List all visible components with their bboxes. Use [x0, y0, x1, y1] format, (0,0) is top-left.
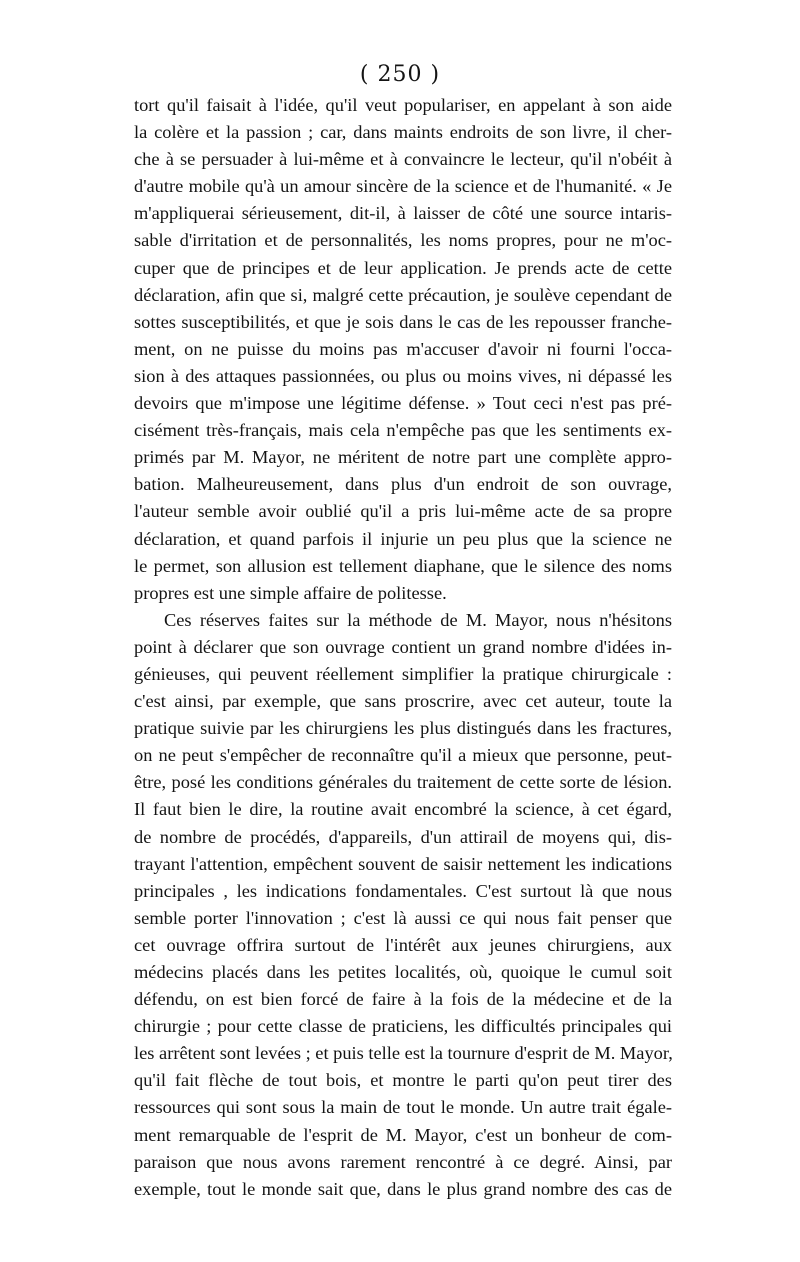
text-line: exemple, tout le monde sait que, dans le plus grand nombre des cas de [134, 1178, 672, 1199]
text-line: tort qu'il faisait à l'idée, qu'il veut populariser, en appelant à son aide [134, 95, 672, 115]
text-line: primés par M. Mayor, ne méritent de notre part une complète appro- [134, 447, 672, 468]
text-line: pratique suivie par les chirurgiens les plus distingués dans les fractures, [134, 718, 672, 739]
text-line: principales , les indications fondamentales. C'est surtout là que nous [134, 880, 672, 901]
text-line: sion à des attaques passionnées, ou plus ou moins vives, ni dépassé les [134, 365, 672, 386]
paragraph [134, 607, 672, 1203]
text-line: les arrêtent sont levées ; et puis telle est la tournure d'esprit de M. Mayor, [134, 1043, 673, 1064]
text-line: c'est ainsi, par exemple, que sans proscrire, avec cet auteur, toute la [134, 691, 672, 712]
text-line: le permet, son allusion est tellement diaphane, que le silence des noms [134, 555, 672, 576]
text-line: propres est une simple affaire de politesse. [134, 582, 447, 603]
text-line: de nombre de procédés, d'appareils, d'un attirail de moyens qui, dis- [134, 826, 672, 847]
text-line: déclaration, afin que si, malgré cette précaution, je soulève cependant de [134, 284, 672, 305]
text-line: semble porter l'innovation ; c'est là aussi ce qui nous fait penser que [134, 907, 672, 928]
text-line: d'autre mobile qu'à un amour sincère de la science et de l'humanité. « Je [134, 176, 672, 197]
text-line: Il faut bien le dire, la routine avait encombré la science, à cet égard, [134, 799, 672, 820]
text-line: on ne peut s'empêcher de reconnaître qu'il a mieux que personne, peut- [134, 745, 672, 766]
text-line: chirurgie ; pour cette classe de praticiens, les difficultés principales qui [134, 1016, 672, 1037]
text-line: devoirs que m'impose une légitime défense. » Tout ceci n'est pas pré- [134, 393, 672, 414]
text-line: cuper que de principes et de leur application. Je prends acte de cette [134, 257, 672, 278]
text-line: m'appliquerai sérieusement, dit-il, à laisser de côté une source intaris- [134, 203, 672, 224]
text-line: che à se persuader à lui-même et à convaincre le lecteur, qu'il n'obéit à [134, 149, 672, 170]
text-line: bation. Malheureusement, dans plus d'un endroit de son ouvrage, [134, 474, 672, 495]
text-line: sottes susceptibilités, et que je sois dans le cas de les repousser franche- [134, 311, 672, 332]
text-line: médecins placés dans les petites localités, où, quoique le cumul soit [134, 962, 672, 982]
text-line: génieuses, qui peuvent réellement simplifier la pratique chirurgicale : [134, 663, 672, 684]
text-line: point à déclarer que son ouvrage contient un grand nombre d'idées in- [134, 636, 672, 657]
text-line: Ces réserves faites sur la méthode de M. Mayor, nous n'hésitons [164, 609, 672, 630]
text-line: ressources qui sont sous la main de tout le monde. Un autre trait égale- [134, 1097, 672, 1118]
text-line: déclaration, et quand parfois il injurie un peu plus que la science ne [134, 528, 672, 549]
text-line: être, posé les conditions générales du traitement de cette sorte de lésion. [134, 772, 672, 793]
text-line: ment remarquable de l'esprit de M. Mayor, c'est un bonheur de com- [134, 1124, 672, 1145]
text-line: paraison que nous avons rarement rencontré à ce degré. Ainsi, par [134, 1151, 672, 1172]
text-line: la colère et la passion ; car, dans maints endroits de son livre, il cher- [134, 122, 672, 143]
text-line: trayant l'attention, empêchent souvent de saisir nettement les indications [134, 853, 672, 874]
text-line: sable d'irritation et de personnalités, les noms propres, pour ne m'oc- [134, 230, 672, 251]
page-number: ( 250 ) [359, 62, 441, 87]
body-text [134, 92, 672, 1203]
text-line: qu'il fait flèche de tout bois, et montre le parti qu'on peut tirer des [134, 1070, 672, 1091]
text-line: cet ouvrage offrira surtout de l'intérêt aux jeunes chirurgiens, aux [134, 934, 672, 955]
paragraph [134, 92, 672, 607]
text-line: l'auteur semble avoir oublié qu'il a pris lui-même acte de sa propre [134, 501, 672, 522]
text-line: ment, on ne puisse du moins pas m'accuser d'avoir ni fourni l'occa- [134, 338, 672, 359]
text-line: défendu, on est bien forcé de faire à la fois de la médecine et de la [134, 989, 672, 1010]
text-line: cisément très-français, mais cela n'empêche pas que les sentiments ex- [134, 420, 672, 441]
